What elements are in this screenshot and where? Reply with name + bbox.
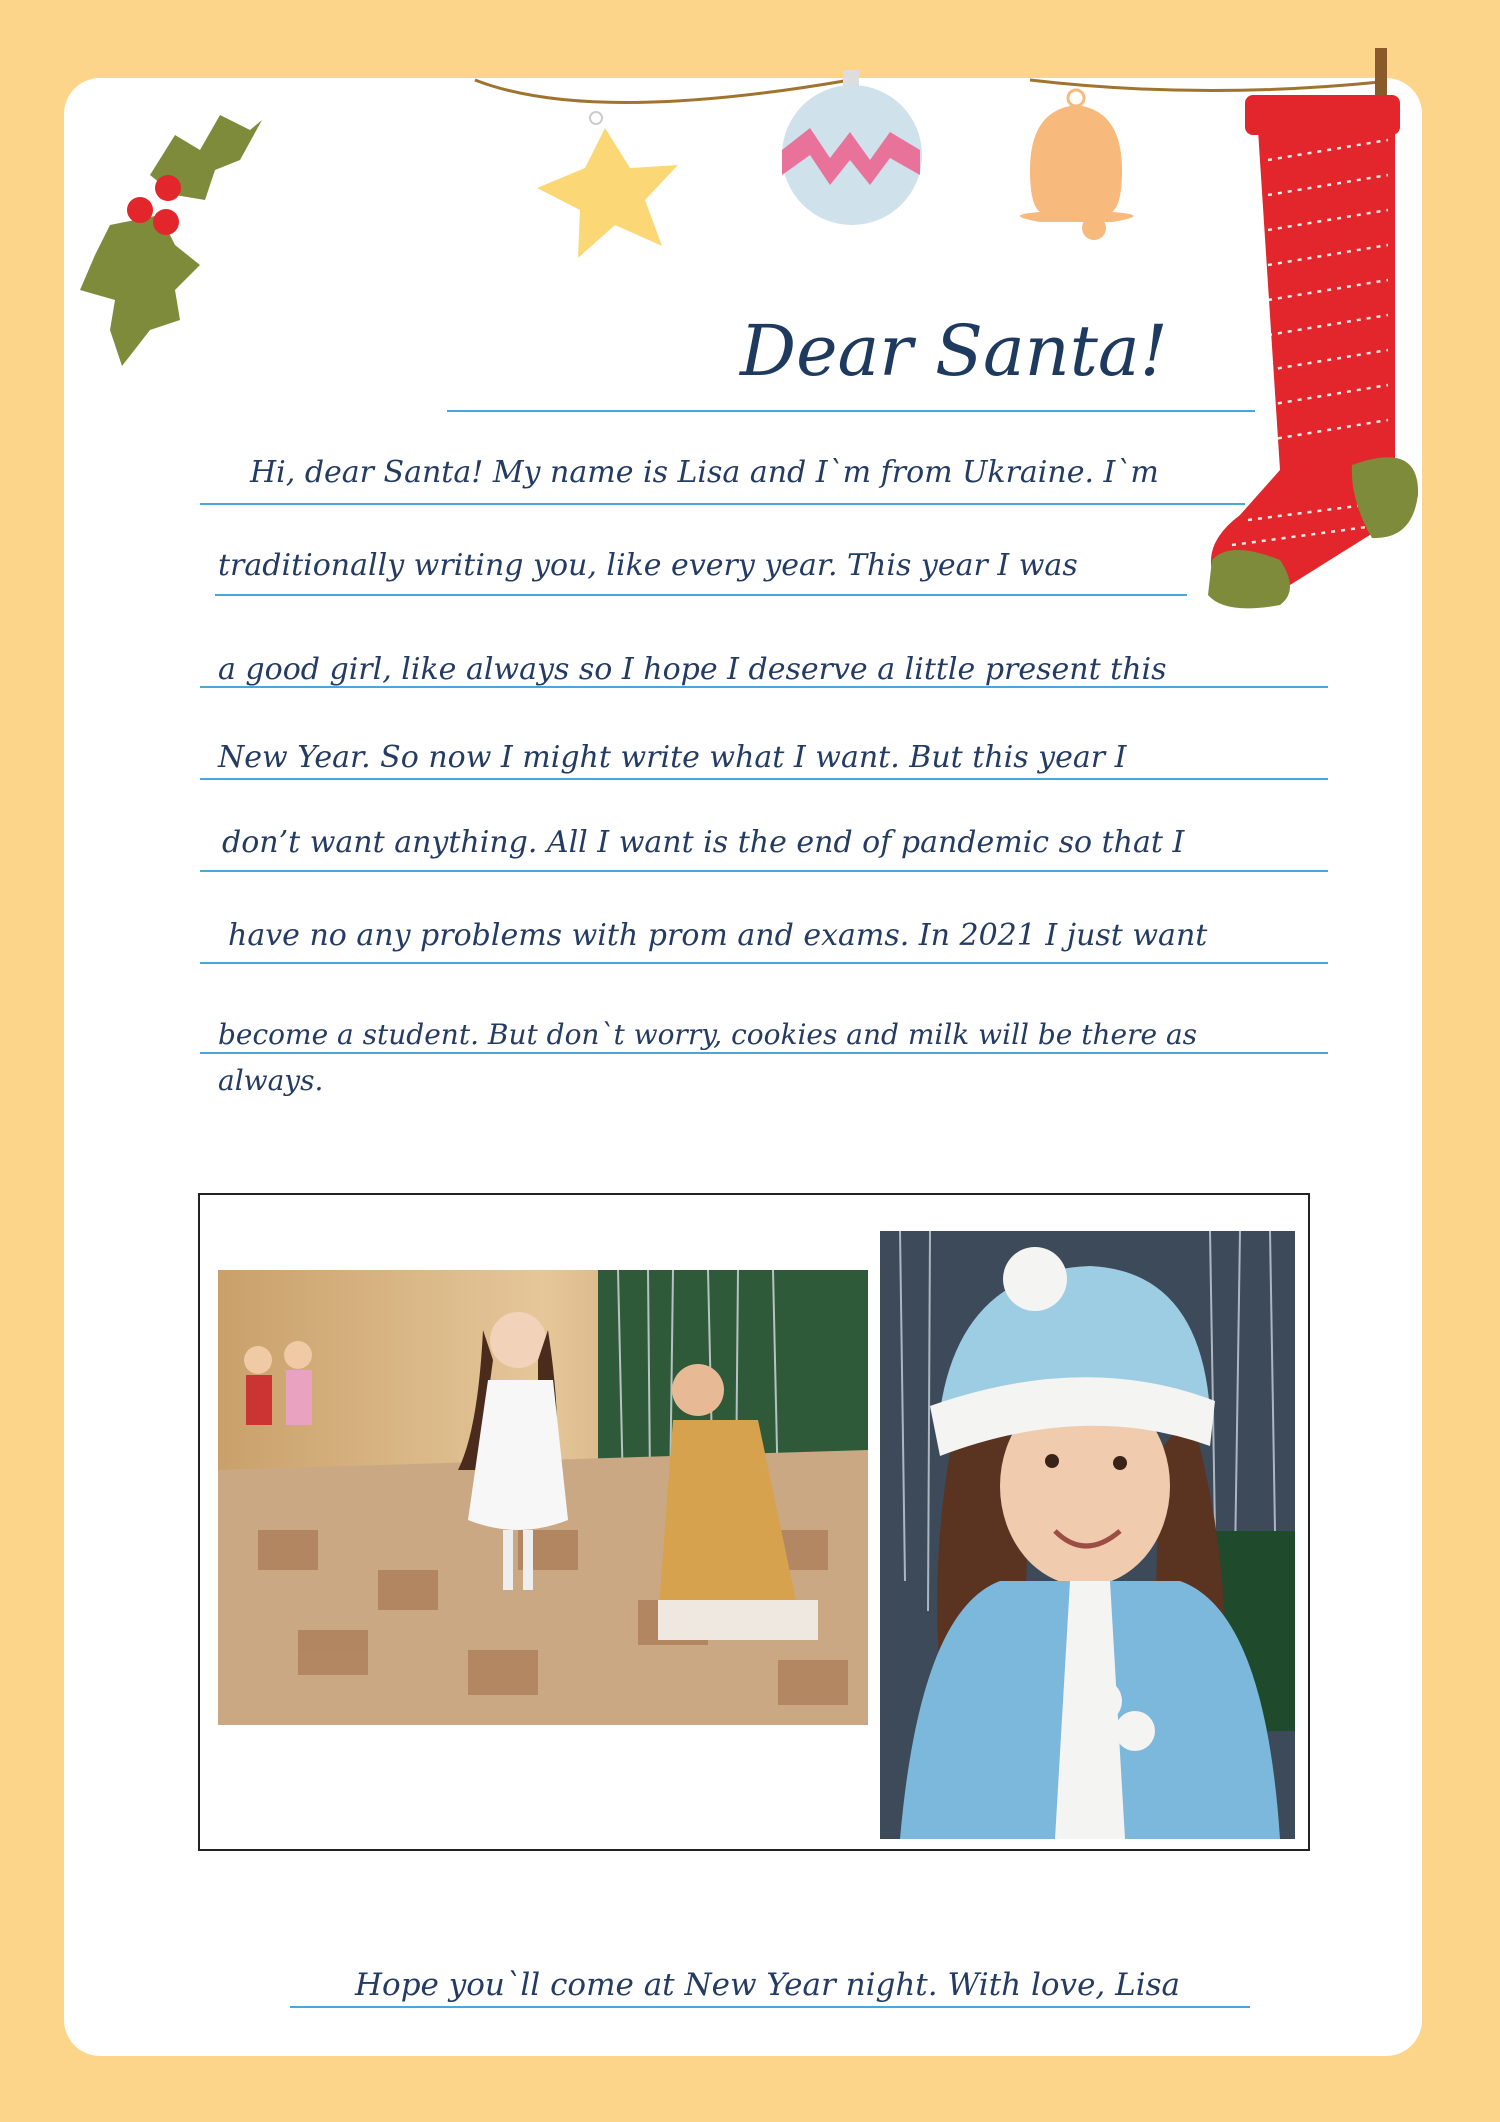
letter-title: Dear Santa! (740, 310, 1168, 392)
star-ornament-icon (537, 112, 678, 258)
ball-ornament-icon (782, 70, 922, 225)
letter-line-5: don’t want anything. All I want is the end of pandemic so that I (222, 825, 1185, 860)
title-rule (447, 410, 1255, 412)
rule-1 (200, 503, 1245, 505)
bell-ornament-icon (1020, 90, 1134, 240)
portrait-photo (880, 1231, 1295, 1839)
rule-2 (215, 594, 1187, 596)
portrait-photo-image (880, 1231, 1295, 1839)
photo-frame (198, 1193, 1310, 1851)
letter-line-1: Hi, dear Santa! My name is Lisa and I`m from Ukraine. I`m (250, 455, 1159, 490)
letter-line-8: always. (218, 1064, 324, 1097)
dance-photo-image (218, 1270, 868, 1725)
stocking-icon (1208, 48, 1418, 608)
holly-icon (80, 115, 262, 366)
letter-line-4: New Year. So now I might write what I want. But this year I (218, 740, 1127, 775)
rule-3 (200, 686, 1328, 688)
dance-photo (218, 1270, 868, 1725)
letter-line-3: a good girl, like always so I hope I deserve a little present this (218, 652, 1167, 687)
rule-6 (200, 962, 1328, 964)
signoff-rule (290, 2006, 1250, 2008)
signoff-line: Hope you`ll come at New Year night. With love, Lisa (355, 1967, 1181, 2003)
rule-7 (200, 1052, 1328, 1054)
rule-5 (200, 870, 1328, 872)
letter-line-6: have no any problems with prom and exams. In 2021 I just want (228, 918, 1208, 953)
letter-line-2: traditionally writing you, like every year. This year I was (218, 548, 1078, 583)
letter-line-7: become a student. But don`t worry, cookies and milk will be there as (218, 1018, 1198, 1051)
rule-4 (200, 778, 1328, 780)
